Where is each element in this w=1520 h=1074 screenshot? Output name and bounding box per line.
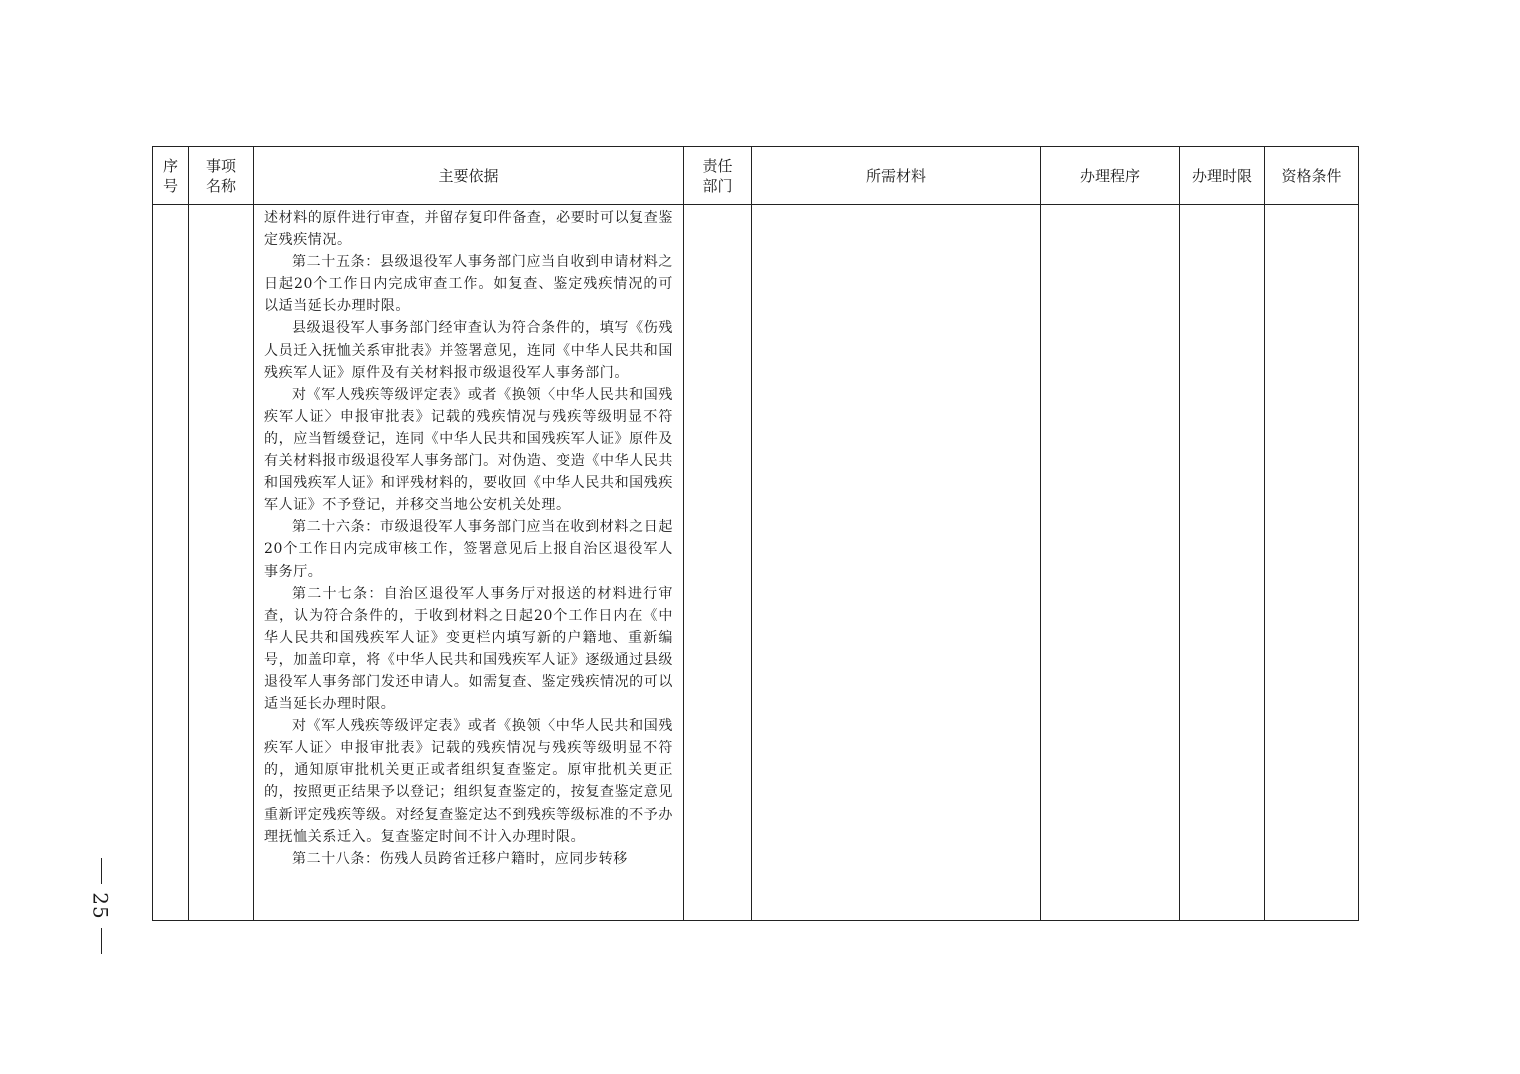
basis-paragraph: 第二十八条：伤残人员跨省迁移户籍时，应同步转移 [292,850,628,867]
cell-materials [752,205,1041,921]
header-item-name [189,147,254,205]
cell-dept [684,205,752,921]
page-number [86,858,116,958]
table-header [153,147,1359,205]
header-item-name-line2: 名称 [205,176,236,195]
header-dept [684,147,752,205]
basis-paragraph: 县级退役军人事务部门经审查认为符合条件的，填写《伤残人员迁入抚恤关系审批表》并签署意见，连同《中华人民共和国残疾军人证》原件及有关材料报市级退役军人事务部门。 [264,320,673,381]
header-dept-line1: 责任 [702,156,733,175]
header-procedure: 办理程序 [1041,147,1180,205]
header-row [153,147,1359,205]
basis-paragraph: 第二十七条：自治区退役军人事务厅对报送的材料进行审查，认为符合条件的，于收到材料之日起20个工作日内在《中华人民共和国残疾军人证》变更栏内填写新的户籍地、重新编号，加盖印章，将《中华人民共和国残疾军人证》逐级通过县级退役军人事务部门发还申请人。如需复查、鉴定残疾情况的可以适当延长办理时限。 [264,585,673,713]
header-seq-line1: 序 [162,156,178,175]
basis-paragraph: 述材料的原件进行审查，并留存复印件备查，必要时可以复查鉴定残疾情况。 [264,210,673,249]
page-number-text: 25 [88,892,113,920]
cell-seq [153,205,189,921]
header-item-name-line1: 事项 [205,156,236,175]
header-basis: 主要依据 [254,147,684,205]
basis-paragraph: 对《军人残疾等级评定表》或者《换领〈中华人民共和国残疾军人证〉申报审批表》记载的残疾情况与残疾等级明显不符的，应当暂缓登记，连同《中华人民共和国残疾军人证》原件及有关材料报市级退役军人事务部门。对伪造、变造《中华人民共和国残疾军人证》和评残材料的，要收回《中华人民共和国残疾军人证》不予登记，并移交当地公安机关处理。 [264,386,673,514]
page-number-dash-bottom [101,928,102,954]
header-qualification: 资格条件 [1265,147,1359,205]
header-time-limit: 办理时限 [1180,147,1265,205]
header-materials: 所需材料 [752,147,1041,205]
cell-procedure [1041,205,1180,921]
header-dept-line2: 部门 [702,176,733,195]
cell-qualification [1265,205,1359,921]
cell-basis [254,205,684,921]
service-items-table [152,146,1359,921]
basis-paragraph: 第二十六条：市级退役军人事务部门应当在收到材料之日起20个工作日内完成审核工作，签署意见后上报自治区退役军人事务厅。 [264,519,673,580]
cell-time-limit [1180,205,1265,921]
header-seq-line2: 号 [162,176,178,195]
table-body [153,205,1359,921]
page-number-dash-top [101,858,102,884]
header-seq [153,147,189,205]
table-row [153,205,1359,921]
basis-paragraph: 对《军人残疾等级评定表》或者《换领〈中华人民共和国残疾军人证〉申报审批表》记载的残疾情况与残疾等级明显不符的，通知原审批机关更正或者组织复查鉴定。原审批机关更正的，按照更正结果予以登记；组织复查鉴定的，按复查鉴定意见重新评定残疾等级。对经复查鉴定达不到残疾等级标准的不予办理抚恤关系迁入。复查鉴定时间不计入办理时限。 [264,718,673,845]
basis-paragraph: 第二十五条：县级退役军人事务部门应当自收到申请材料之日起20个工作日内完成审查工作。如复查、鉴定残疾情况的可以适当延长办理时限。 [264,254,673,315]
cell-item-name [189,205,254,921]
